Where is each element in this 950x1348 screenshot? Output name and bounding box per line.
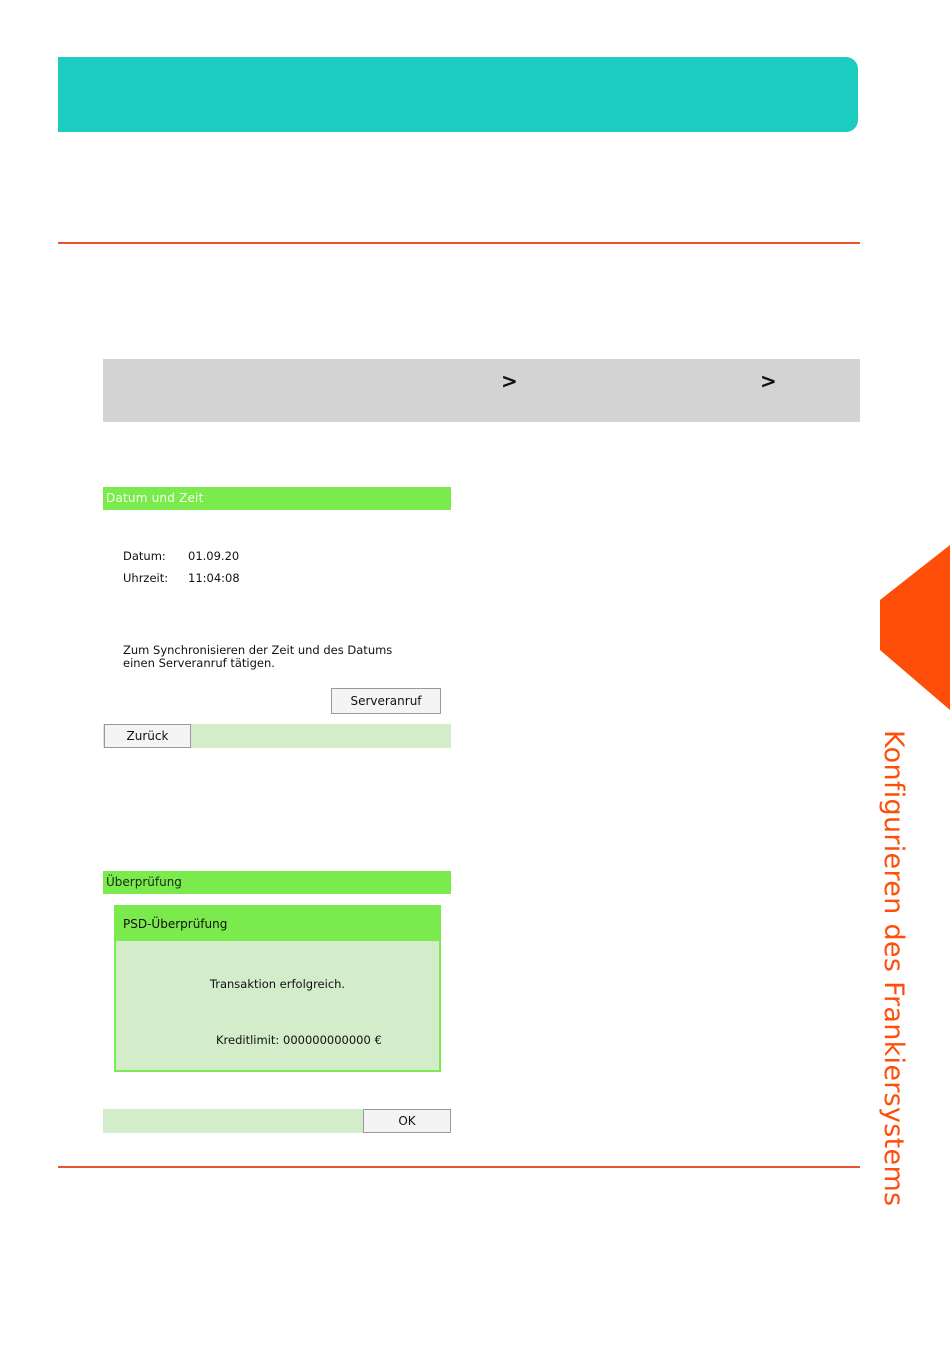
credit-limit-value: 000000000000 € <box>283 1033 382 1047</box>
verification-screen <box>103 871 451 1133</box>
credit-limit-label: Kreditlimit: <box>216 1033 280 1047</box>
date-label: Datum: <box>123 549 166 563</box>
screen-title: Datum und Zeit <box>103 487 451 510</box>
top-rule <box>58 242 860 244</box>
ok-button[interactable]: OK <box>363 1109 451 1133</box>
time-label: Uhrzeit: <box>123 571 169 585</box>
transaction-message: Transaktion erfolgreich. <box>209 977 346 991</box>
bottom-rule <box>58 1166 860 1168</box>
path-separator: > <box>760 369 777 393</box>
header-band <box>58 57 858 132</box>
server-call-button[interactable]: Serveranruf <box>331 688 441 714</box>
time-value: 11:04:08 <box>188 571 240 585</box>
date-value: 01.09.20 <box>188 549 240 563</box>
chapter-title: Konfigurieren des Frankiersystems <box>878 730 909 1207</box>
path-separator: > <box>501 369 518 393</box>
menu-path-bar <box>103 359 860 422</box>
chapter-tab <box>880 545 950 710</box>
screen-title: Überprüfung <box>103 871 451 894</box>
back-button[interactable]: Zurück <box>104 724 191 748</box>
psd-dialog <box>114 905 441 1072</box>
dialog-title: PSD-Überprüfung <box>116 907 439 941</box>
date-time-screen <box>103 487 451 748</box>
sync-message: Zum Synchronisieren der Zeit und des Datums einen Serveranruf tätigen. <box>123 643 393 670</box>
